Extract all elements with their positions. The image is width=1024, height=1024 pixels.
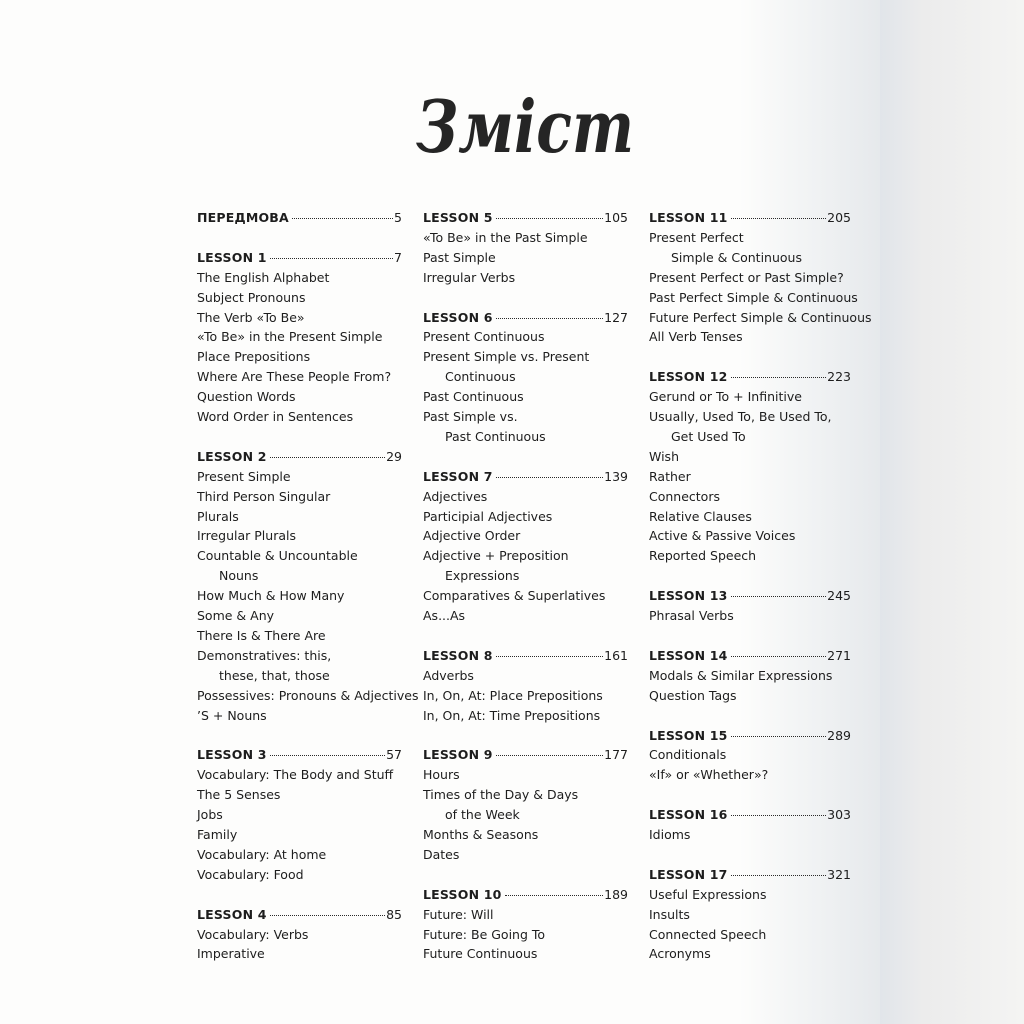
toc-page-number: 5 [394,210,402,225]
toc-topic-item: Times of the Day & Days [423,787,579,803]
toc-topic-item: Reported Speech [649,548,757,564]
toc-topic-item: Irregular Verbs [423,269,516,285]
toc-topic-item: Vocabulary: Food [197,866,304,882]
toc-topic-item: these, that, those [219,667,330,683]
toc-section-label: LESSON 6 [423,309,493,325]
toc-section [197,447,419,726]
toc-topic-item: Future: Be Going To [423,926,546,942]
toc-section-label: LESSON 8 [423,647,493,663]
toc-section-heading[interactable] [197,208,402,228]
toc-section-label: LESSON 3 [197,747,267,763]
toc-topic-item: of the Week [445,807,520,823]
toc-dot-leader [731,596,827,597]
toc-topic-item: Useful Expressions [649,886,767,902]
toc-dot-leader [496,318,603,319]
toc-column-2 [423,208,628,984]
toc-page-number: 223 [827,369,851,385]
toc-topic-item: Modals & Similar Expressions [649,667,833,683]
toc-section-label: LESSON 5 [423,210,493,225]
toc-topic-item: Future: Will [423,906,494,922]
toc-section [649,646,851,706]
toc-topic-item: «To Be» in the Past Simple [423,229,588,245]
toc-topic-item: The 5 Senses [197,787,281,803]
toc-section [197,208,402,228]
toc-topic-item: Third Person Singular [197,488,331,504]
toc-section-heading[interactable] [423,467,628,487]
toc-section-label: LESSON 14 [649,647,728,663]
toc-dot-leader [496,218,603,219]
toc-topic-item: Expressions [445,568,520,584]
toc-topic-item: Nouns [219,568,259,584]
toc-topic-item: Conditionals [649,747,727,763]
toc-section-label: LESSON 1 [197,249,267,265]
toc-section [423,308,628,447]
toc-topic-item: As...As [423,608,466,624]
toc-topic-item: «To Be» in the Present Simple [197,329,383,345]
page-title-text: Зміст [416,84,634,169]
toc-topic-item: Demonstratives: this, [197,647,332,663]
toc-column-1 [197,208,419,984]
toc-topic-item: Possessives: Pronouns & Adjectives [197,687,419,703]
toc-topic-item: How Much & How Many [197,588,345,604]
toc-section-label: LESSON 10 [423,886,502,902]
toc-topic-item: Countable & Uncountable [197,548,358,564]
toc-topic-item: Adjective + Preposition [423,548,569,564]
toc-section-heading[interactable] [423,208,628,228]
toc-topic-item: Get Used To [671,428,746,444]
toc-page-number: 29 [386,448,402,464]
toc-topic-item: Continuous [445,369,516,385]
toc-topic-item: ’S + Nouns [197,707,267,723]
toc-section-label: LESSON 16 [649,807,728,823]
toc-page-number: 245 [827,588,851,604]
toc-topic-item: Rather [649,468,691,484]
toc-dot-leader [270,258,393,259]
toc-topic-item: Hours [423,767,460,783]
toc-topic-item: Dates [423,846,460,862]
toc-topic-item: Family [197,827,238,843]
toc-section-heading[interactable] [423,745,628,765]
toc-topic-item: Adjective Order [423,528,521,544]
toc-topic-item: Plurals [197,508,239,524]
toc-topic-item: Vocabulary: At home [197,846,327,862]
toc-page-number: 177 [604,747,628,763]
toc-page-number: 7 [394,249,402,265]
page-edge-shadow [880,0,1024,1024]
toc-topic-item: Present Perfect [649,229,744,245]
toc-topic-item: Comparatives & Superlatives [423,588,606,604]
toc-topic-item: Vocabulary: The Body and Stuff [197,767,394,783]
toc-topic-item: Question Tags [649,687,737,703]
toc-section-label: LESSON 15 [649,727,728,743]
toc-topic-item: Adjectives [423,488,488,504]
toc-topic-item: Acronyms [649,946,711,962]
toc-topic-item: Imperative [197,946,265,962]
toc-section-label: LESSON 17 [649,866,728,882]
toc-section [649,865,851,965]
toc-page-number: 161 [604,647,628,663]
toc-topic-item: Future Perfect Simple & Continuous [649,309,872,325]
toc-section-heading[interactable] [197,447,402,467]
toc-topic-item: Simple & Continuous [671,249,802,265]
toc-topic-item: «If» or «Whether»? [649,767,769,783]
toc-topic-item: Subject Pronouns [197,289,306,305]
toc-topic-item: Irregular Plurals [197,528,296,544]
toc-section-label: LESSON 2 [197,448,267,464]
toc-topic-item: Connected Speech [649,926,767,942]
toc-page-number: 205 [827,210,851,225]
toc-topic-item: Future Continuous [423,946,538,962]
toc-page-number: 303 [827,807,851,823]
toc-topic-item: Idioms [649,827,691,843]
toc-dot-leader [731,656,827,657]
toc-dot-leader [731,218,827,219]
toc-topic-item: Place Prepositions [197,349,311,365]
toc-page-number: 271 [827,647,851,663]
toc-dot-leader [270,457,385,458]
toc-section-heading[interactable] [649,208,851,228]
toc-section-label: LESSON 13 [649,588,728,604]
toc-topic-item: Present Continuous [423,329,545,345]
toc-section [197,745,402,884]
toc-dot-leader [731,815,827,816]
toc-section [649,367,851,566]
toc-section-heading[interactable] [649,726,851,746]
toc-topic-item: Jobs [197,807,223,823]
toc-dot-leader [270,915,385,916]
toc-dot-leader [270,755,385,756]
toc-page-number: 139 [604,468,628,484]
toc-dot-leader [731,736,827,737]
toc-section-heading[interactable] [423,646,628,666]
toc-topic-item: Wish [649,448,679,464]
toc-section-heading[interactable] [649,805,851,825]
toc-topic-item: Insults [649,906,690,922]
toc-topic-item: Past Simple [423,249,496,265]
toc-section [423,745,628,864]
toc-section [649,586,851,626]
toc-topic-item: Word Order in Sentences [197,409,354,425]
toc-page-number: 85 [386,906,402,922]
toc-topic-item: Participial Adjectives [423,508,553,524]
toc-section-label: LESSON 11 [649,210,728,225]
toc-section-heading[interactable] [649,865,851,885]
toc-topic-item: Gerund or To + Infinitive [649,389,802,405]
toc-topic-item: The Verb «To Be» [197,309,305,325]
toc-section-heading[interactable] [423,885,628,905]
toc-section [197,248,402,427]
toc-topic-item: Past Continuous [445,428,546,444]
toc-section [423,885,628,965]
toc-topic-item: Usually, Used To, Be Used To, [649,409,832,425]
toc-topic-item: Months & Seasons [423,827,539,843]
toc-section [197,905,402,965]
toc-section [649,726,851,786]
toc-dot-leader [731,377,827,378]
toc-topic-item: Active & Passive Voices [649,528,796,544]
toc-section [649,805,851,845]
toc-topic-item: In, On, At: Place Prepositions [423,687,603,703]
toc-dot-leader [505,895,604,896]
toc-topic-item: There Is & There Are [197,628,326,643]
toc-topic-item: Adverbs [423,667,474,683]
toc-section-label: LESSON 12 [649,369,728,385]
toc-topic-item: Past Continuous [423,389,524,405]
toc-topic-item: Present Simple vs. Present [423,349,590,365]
toc-section-label: LESSON 7 [423,468,493,484]
toc-topic-item: All Verb Tenses [649,329,743,345]
toc-section-label: LESSON 4 [197,906,267,922]
toc-section-label: ПЕРЕДМОВА [197,210,289,225]
toc-dot-leader [496,477,603,478]
toc-topic-item: Vocabulary: Verbs [197,926,309,942]
toc-section-heading[interactable] [649,367,851,387]
toc-topic-item: Some & Any [197,608,275,624]
toc-topic-item: Past Simple vs. [423,409,518,425]
toc-section-heading[interactable] [197,248,402,268]
toc-dot-leader [731,875,827,876]
toc-section-heading[interactable] [197,745,402,765]
toc-section-heading[interactable] [649,646,851,666]
toc-page-number: 127 [604,309,628,325]
toc-topic-item: Connectors [649,488,720,504]
toc-dot-leader [496,755,603,756]
toc-topic-item: Question Words [197,389,296,405]
toc-topic-item: Present Simple [197,468,291,484]
toc-topic-item: Phrasal Verbs [649,608,734,624]
toc-dot-leader [496,656,603,657]
toc-page-number: 105 [604,210,628,225]
toc-section-label: LESSON 9 [423,747,493,763]
toc-section [649,208,872,347]
toc-topic-item: Where Are These People From? [197,369,392,385]
toc-section [423,467,628,626]
toc-topic-item: The English Alphabet [197,269,330,285]
toc-column-3 [649,208,872,984]
toc-topic-item: Past Perfect Simple & Continuous [649,289,858,305]
toc-section-heading[interactable] [649,586,851,606]
page-title [410,82,640,172]
toc-page-number: 289 [827,727,851,743]
toc-page-number: 189 [604,886,628,902]
toc-section-heading[interactable] [423,308,628,328]
toc-section [423,646,628,726]
toc-section-heading[interactable] [197,905,402,925]
page-title-lettering [410,82,640,172]
toc-page-number: 57 [386,747,402,763]
toc-topic-item: Present Perfect or Past Simple? [649,269,844,285]
toc-page-number: 321 [827,866,851,882]
toc-topic-item: Relative Clauses [649,508,752,524]
toc-section [423,208,628,288]
toc-dot-leader [292,218,393,219]
toc-topic-item: In, On, At: Time Prepositions [423,707,601,723]
